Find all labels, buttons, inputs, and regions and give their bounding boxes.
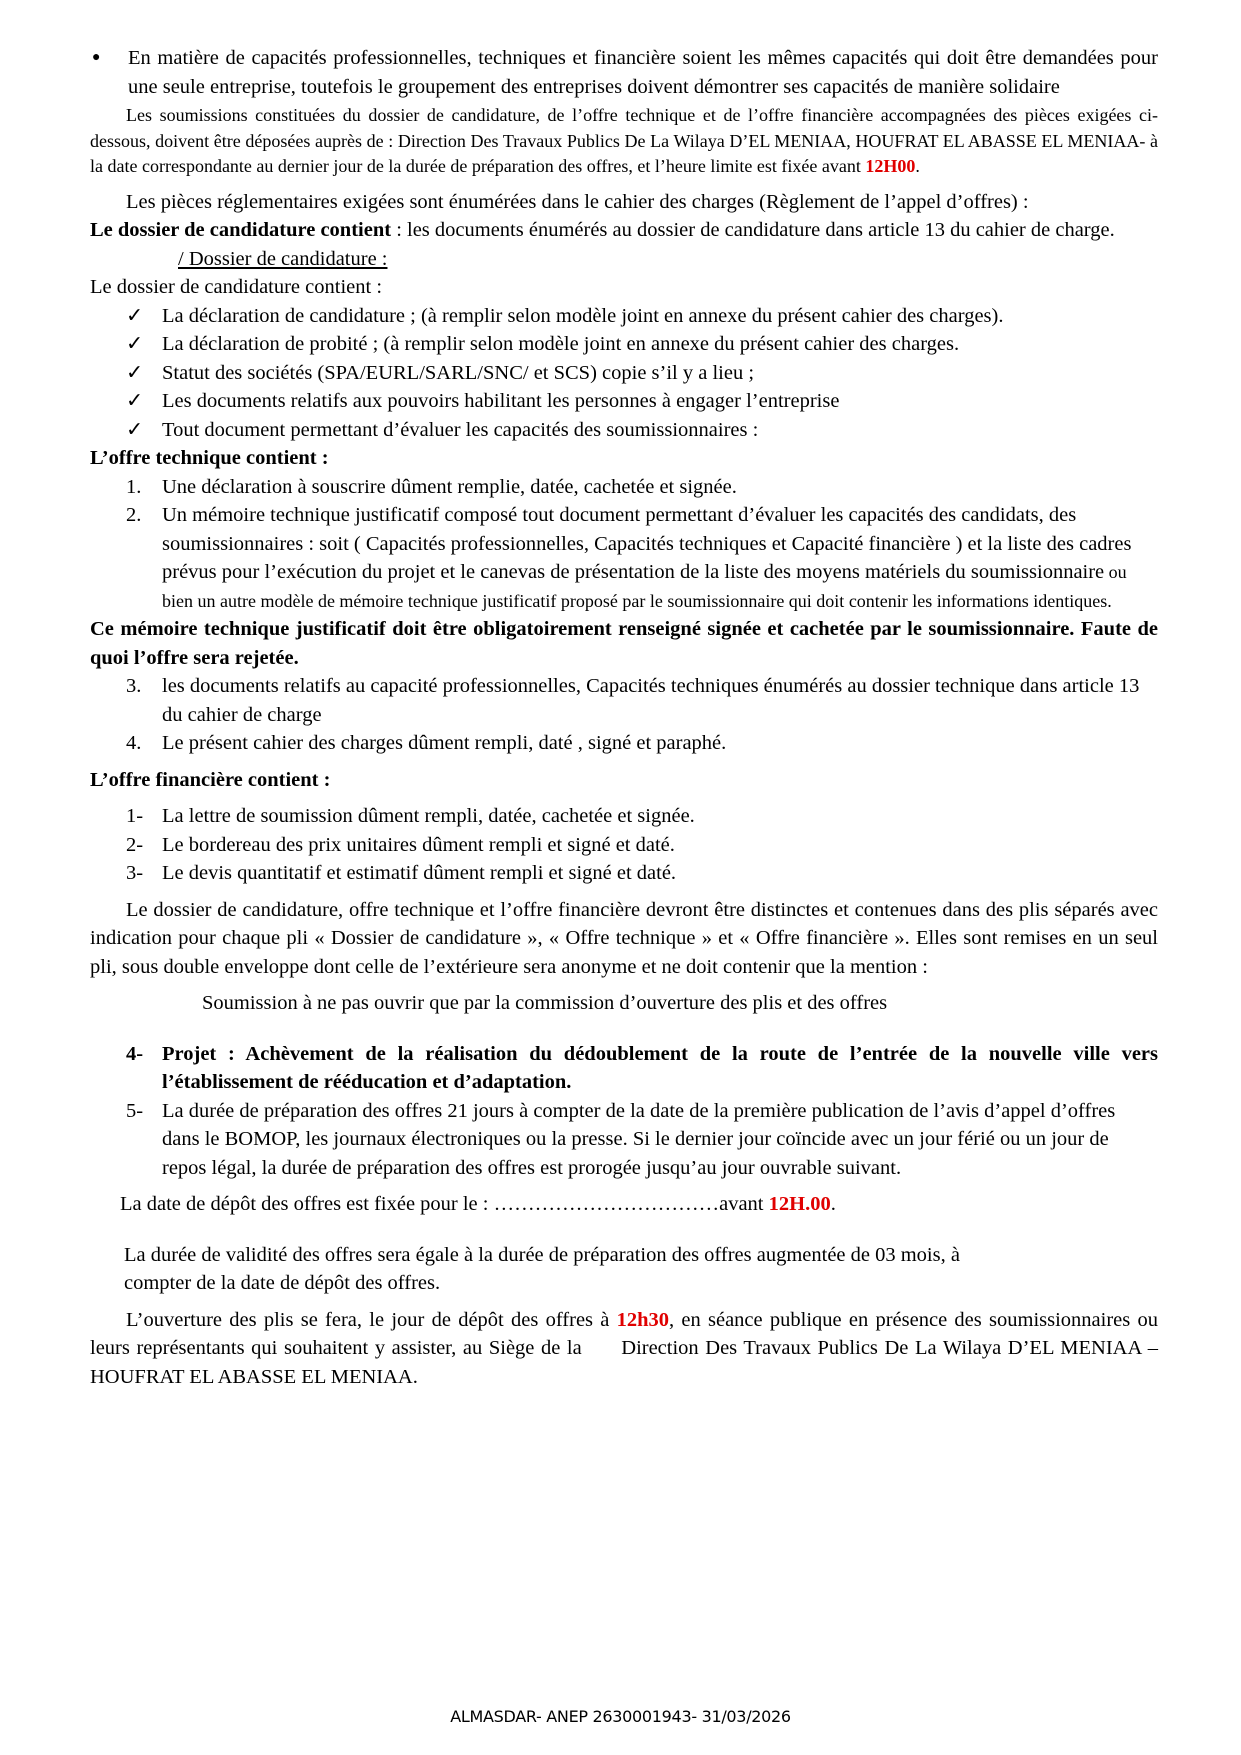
candidature-intro [90,216,1158,245]
footer-reference: ALMASDAR- ANEP 2630001943- 31/03/2026 [450,1707,791,1726]
technical-warning: Ce mémoire technique justificatif doit être obligatoirement renseigné signée et cachetée par le soumissionnaire. Faute de quoi l’offre sera rejetée. [90,618,1158,669]
list-item [90,330,1158,359]
opening-text-before: L’ouverture des plis se fera, le jour de dépôt des offres à [126,1308,617,1331]
deposit-deadline: 12H.00 [768,1193,831,1216]
list-item [90,802,1158,831]
candidature-contains: Le dossier de candidature contient : [90,276,383,299]
list-item-text: Une déclaration à souscrire dûment remplie, datée, cachetée et signée. [162,475,737,498]
list-item-text: Un mémoire technique justificatif composé tout document permettant d’évaluer les capacités des candidats, des soumissionnaires : soit ( Capacités professionnelles, Capacités techniques et Capacité financière ) et la liste des cadres prévus pour l’exécution du projet et le canevas de présentation de la liste des moyens matériels du soumissionnaire [162,504,1132,584]
list-item-text: Statut des sociétés (SPA/EURL/SARL/SNC/ et SCS) copie s’il y a lieu ; [162,361,755,384]
intro-bullet-text: En matière de capacités professionnelles, techniques et financière soient les mêmes capacités qui doit être demandées pour une seule entreprise, toutefois le groupement des entreprises doivent démontrer ses capacités de manière solidaire [128,47,1158,98]
check-icon: ✓ [126,304,144,327]
technical-list [90,473,1158,616]
list-item [90,729,1158,758]
check-icon: ✓ [126,418,144,441]
list-item [90,501,1158,615]
list-item-text: La déclaration de candidature ; (à remplir selon modèle joint en annexe du présent cahier des charges). [162,304,1004,327]
duration-text: La durée de préparation des offres 21 jours à compter de la date de la première publication de l’avis d’appel d’offres dans le BOMOP, les journaux électroniques ou la presse. Si le dernier jour coïncide avec un jour férié ou un jour de repos légal, la durée de préparation des offres est prorogée jusqu’au jour ouvrable suivant. [162,1099,1116,1179]
list-item-number: 3. [126,675,142,698]
financial-heading: L’offre financière contient : [90,768,331,791]
submission-deadline: 12H00 [865,156,916,177]
list-item-number: 1. [126,475,142,498]
list-item-text: La déclaration de probité ; (à remplir selon modèle joint en annexe du présent cahier des charges. [162,333,960,356]
envelope-mention: Soumission à ne pas ouvrir que par la commission d’ouverture des plis et des offres [202,992,888,1015]
financial-list [90,802,1158,888]
deposit-date-text: La date de dépôt des offres est fixée pour le : ……………………………avant [120,1193,769,1216]
candidature-subtitle [90,245,1158,274]
candidature-subtitle-text: / Dossier de candidature : [178,247,388,270]
document-page [90,44,1164,1391]
envelope-paragraph: Le dossier de candidature, offre technique et l’offre financière devront être distinctes et contenues dans des plis séparés avec indication pour chaque pli « Dossier de candidature », « Offre technique » et « Offre financière ». Elles sont remises en un seul pli, sous double enveloppe dont celle de l’extérieure sera anonyme et ne doit contenir que la mention : [90,898,1158,978]
project-text: Projet : Achèvement de la réalisation du dédoublement de la route de l’entrée de la nouvelle ville vers l’établissement de rééducation et d’adaptation. [162,1042,1158,1094]
candidature-list [90,302,1158,445]
opening-time: 12h30 [616,1308,670,1331]
check-icon: ✓ [126,333,144,356]
list-item-number: 4. [126,732,142,755]
intro-bullet-item [90,44,1158,101]
validity-paragraph: La durée de validité des offres sera égale à la durée de préparation des offres augmentée de 03 mois, à compter de la date de dépôt des offres. [124,1243,960,1295]
project-list [90,1040,1158,1183]
list-item-number: 3- [126,862,144,885]
opening-paragraph [90,1306,1164,1392]
technical-list-continued [90,672,1158,758]
list-item [90,473,1158,502]
list-item-text: La lettre de soumission dûment rempli, datée, cachetée et signée. [162,805,695,828]
list-item [90,831,1158,860]
list-item-text: Le devis quantitatif et estimatif dûment rempli et signé et daté. [162,862,677,885]
deposit-date-paragraph [90,1190,1158,1219]
technical-heading: L’offre technique contient : [90,447,329,470]
candidature-intro-bold: Le dossier de candidature contient [90,219,392,242]
list-item [90,859,1158,888]
list-item-text: Le bordereau des prix unitaires dûment rempli et signé et daté. [162,833,675,856]
list-item-text: les documents relatifs au capacité professionnelles, Capacités techniques énumérés au dossier technique dans article 13 du cahier de charge [162,675,1140,726]
list-item-number: 4- [126,1042,144,1065]
list-item-text: Les documents relatifs aux pouvoirs habilitant les personnes à engager l’entreprise [162,390,840,413]
check-icon: ✓ [126,390,144,413]
list-item-text-small: ou bien un autre modèle de mémoire technique justificatif proposé par le soumissionnaire qui doit contenir les informations identiques. [162,562,1127,611]
required-pieces-paragraph: Les pièces réglementaires exigées sont énumérées dans le cahier des charges (Règlement de l’appel d’offres) : [126,190,1029,213]
submission-paragraph [90,103,1158,180]
list-item [90,302,1158,331]
candidature-intro-text: : les documents énumérés au dossier de candidature dans article 13 du cahier de charge. [391,219,1115,242]
deposit-end: . [830,1193,836,1216]
list-item [90,359,1158,388]
list-item [90,416,1158,445]
opening-text-after: , en séance publique en présence des soumissionnaires ou leurs représentants qui souhaitent y assister, au Siège de la Direction Des Travaux Publics De La Wilaya D’EL MENIAA – HOUFRAT EL ABASSE EL MENIAA. [90,1308,1164,1388]
list-item-number: 1- [126,805,144,828]
submission-text: Les soumissions constituées du dossier de candidature, de l’offre technique et de l’offre financière accompagnées des pièces exigées ci-dessous, doivent être déposées auprès de : Direction Des Travaux Publics De La Wilaya D’EL MENIAA, HOUFRAT EL ABASSE EL MENIAA- à la date correspondante au dernier jour de la durée de préparation des offres, et l’heure limite est fixée avant [90,105,1158,177]
list-item-text: Tout document permettant d’évaluer les capacités des soumissionnaires : [162,418,759,441]
list-item-number: 5- [126,1099,144,1122]
list-item-project [90,1040,1158,1097]
list-item [90,387,1158,416]
list-item-number: 2- [126,833,144,856]
list-item-duration [90,1097,1158,1183]
list-item-text: Le présent cahier des charges dûment rempli, daté , signé et paraphé. [162,732,727,755]
check-icon: ✓ [126,361,144,384]
submission-end: . [915,156,920,177]
list-item-number: 2. [126,504,142,527]
bullet-icon: ● [92,50,101,65]
list-item [90,672,1158,729]
